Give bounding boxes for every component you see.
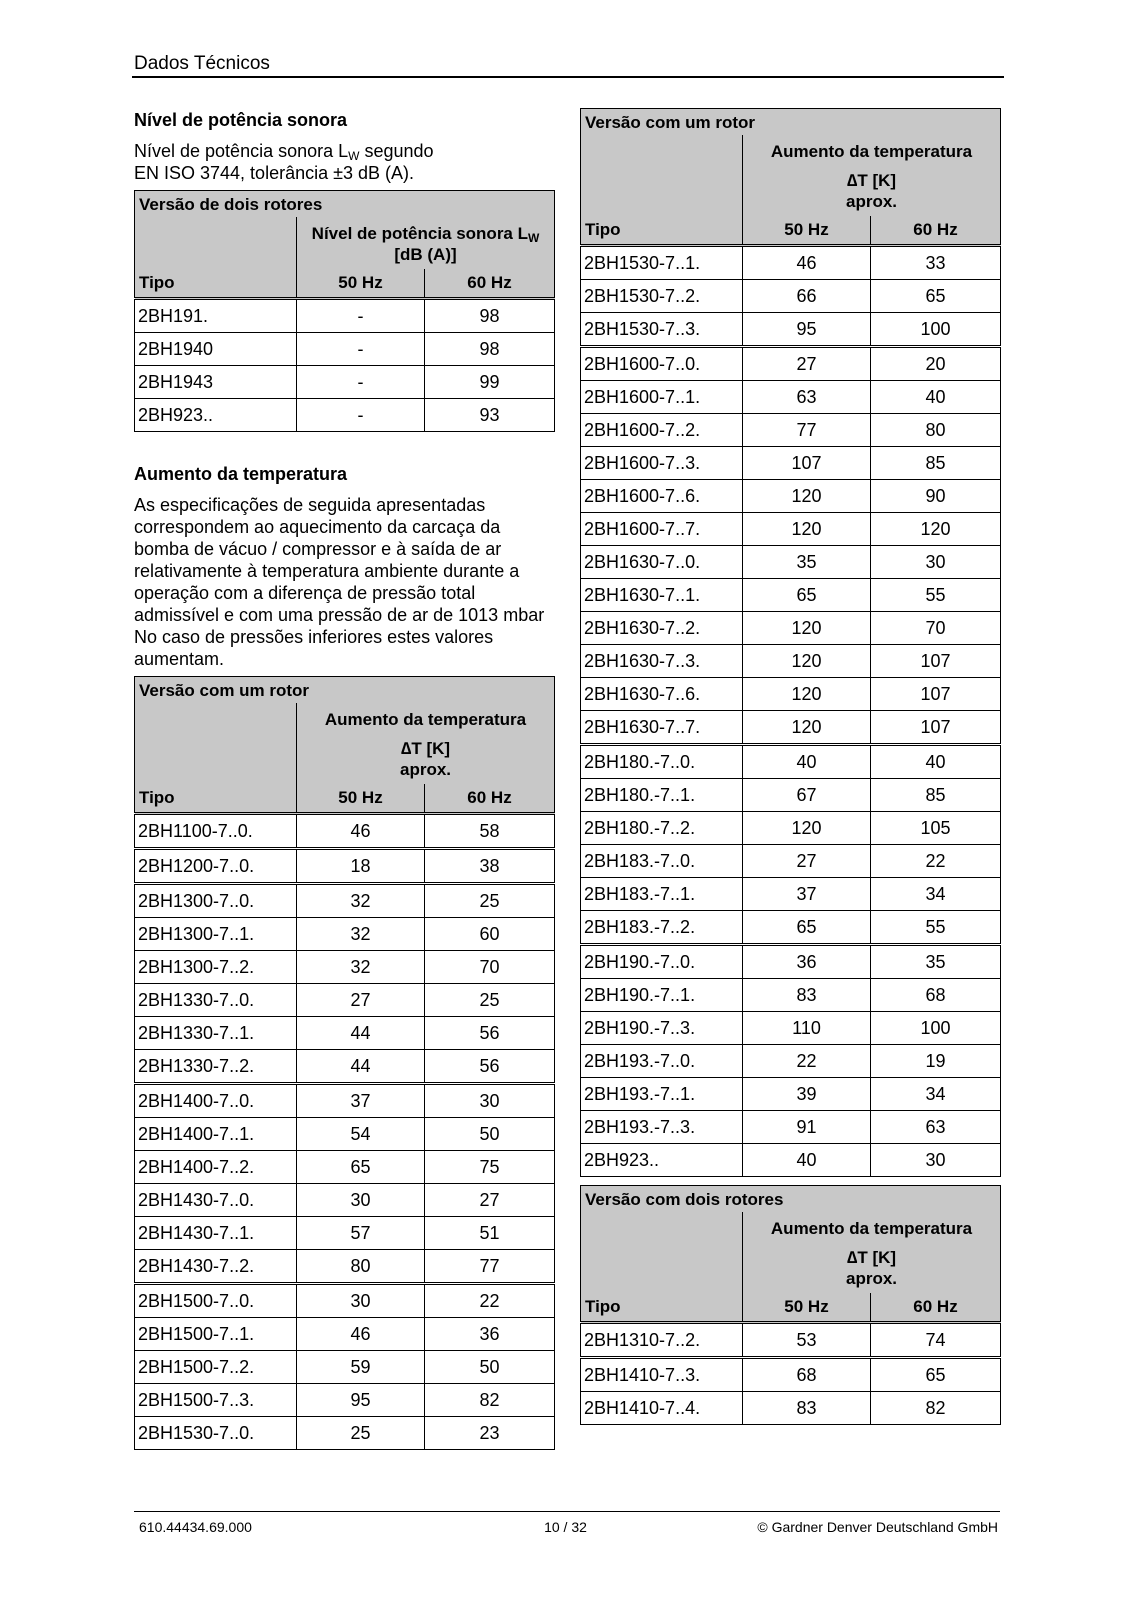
cell-60hz: 90 [871,480,1001,513]
one-rotor-left-group1: Aumento da temperatura [324,710,527,729]
cell-50hz: - [297,299,425,333]
one-rotor-right-col-50hz: 50 Hz [743,216,871,246]
cell-50hz: - [297,366,425,399]
cell-50hz: 67 [743,779,871,812]
cell-50hz: 46 [297,1318,425,1351]
cell-tipo: 2BH1600-7..7. [581,513,743,546]
cell-60hz: 50 [425,1118,555,1151]
two-rotors-col-tipo: Tipo [581,1293,743,1323]
table-row [581,1144,1001,1177]
cell-60hz: 30 [425,1084,555,1118]
sound-heading: Nível de potência sonora [134,110,348,130]
cell-tipo: 2BH1330-7..1. [135,1017,297,1050]
table-row [135,1217,555,1250]
cell-60hz: 56 [425,1050,555,1084]
cell-50hz: 32 [297,884,425,918]
table-row [135,951,555,984]
left-column [134,108,554,1450]
table-row [581,745,1001,779]
table-row [135,333,555,366]
temp-heading: Aumento da temperatura [134,464,348,484]
cell-50hz: 95 [743,313,871,347]
cell-tipo: 2BH1430-7..2. [135,1250,297,1284]
cell-tipo: 2BH1940 [135,333,297,366]
cell-50hz: 46 [743,246,871,280]
sound-intro [134,140,554,184]
cell-50hz: 120 [743,678,871,711]
table-row [135,918,555,951]
cell-60hz: 23 [425,1417,555,1450]
table-row [581,1323,1001,1358]
cell-60hz: 85 [871,779,1001,812]
cell-60hz: 93 [425,399,555,432]
cell-50hz: 95 [297,1384,425,1417]
table-row [581,381,1001,414]
cell-tipo: 2BH1630-7..6. [581,678,743,711]
cell-60hz: 120 [871,513,1001,546]
two-rotors-group3: aprox. [846,1269,898,1288]
cell-60hz: 105 [871,812,1001,845]
cell-60hz: 33 [871,246,1001,280]
cell-50hz: 36 [743,945,871,979]
one-rotor-left-group3: aprox. [399,760,452,779]
table-row [581,1078,1001,1111]
table-row [135,1417,555,1450]
cell-tipo: 2BH1530-7..2. [581,280,743,313]
cell-60hz: 40 [871,381,1001,414]
cell-60hz: 34 [871,878,1001,911]
cell-60hz: 74 [871,1323,1001,1358]
table-row [581,911,1001,945]
cell-50hz: 54 [297,1118,425,1151]
cell-50hz: 27 [743,845,871,878]
sound-intro-text-a: Nível de potência sonora L [134,141,349,161]
cell-50hz: 18 [297,849,425,884]
table-row [581,546,1001,579]
right-column [580,108,1000,1425]
two-rotors-body [581,1323,1001,1425]
sound-group-text-a: Nível de potência sonora L [311,224,528,243]
cell-60hz: 51 [425,1217,555,1250]
cell-tipo: 2BH180.-7..2. [581,812,743,845]
cell-tipo: 2BH1300-7..0. [135,884,297,918]
cell-tipo: 2BH180.-7..1. [581,779,743,812]
one-rotor-right-group3: aprox. [845,192,898,211]
table-row [581,414,1001,447]
cell-50hz: 25 [297,1417,425,1450]
cell-50hz: 120 [743,612,871,645]
one-rotor-table-right [580,108,1001,1177]
cell-50hz: - [297,399,425,432]
sound-table-caption: Versão de dois rotores [135,191,555,218]
cell-tipo: 2BH1600-7..6. [581,480,743,513]
cell-50hz: 83 [743,1392,871,1425]
one-rotor-right-group1: Aumento da temperatura [770,142,973,161]
cell-tipo: 2BH1410-7..4. [581,1392,743,1425]
table-row [581,1358,1001,1392]
cell-60hz: 40 [871,745,1001,779]
cell-60hz: 65 [871,1358,1001,1392]
cell-tipo: 2BH183.-7..0. [581,845,743,878]
one-rotor-right-group2: ∆T [K] [846,171,897,190]
page-header-title: Dados Técnicos [134,53,270,74]
cell-60hz: 107 [871,678,1001,711]
cell-50hz: 32 [297,951,425,984]
cell-tipo: 2BH1310-7..2. [581,1323,743,1358]
two-rotors-col-60hz: 60 Hz [871,1293,1001,1323]
two-rotors-caption: Versão com dois rotores [581,1186,1001,1213]
table-row [135,849,555,884]
cell-50hz: 120 [743,480,871,513]
cell-tipo: 2BH1400-7..2. [135,1151,297,1184]
cell-60hz: 70 [425,951,555,984]
cell-60hz: 36 [425,1318,555,1351]
cell-50hz: 120 [743,711,871,745]
cell-60hz: 100 [871,1012,1001,1045]
cell-50hz: 37 [297,1084,425,1118]
cell-50hz: 80 [297,1250,425,1284]
cell-50hz: 44 [297,1017,425,1050]
cell-50hz: 77 [743,414,871,447]
table-row [135,1017,555,1050]
cell-tipo: 2BH183.-7..1. [581,878,743,911]
two-rotors-col-50hz: 50 Hz [743,1293,871,1323]
cell-tipo: 2BH923.. [135,399,297,432]
one-rotor-left-col-60hz: 60 Hz [425,784,555,814]
footer-page-number: 10 / 32 [544,1519,587,1535]
cell-tipo: 2BH1500-7..1. [135,1318,297,1351]
table-row [581,979,1001,1012]
cell-50hz: 120 [743,812,871,845]
cell-tipo: 2BH1600-7..0. [581,347,743,381]
sound-table-group-header [297,217,555,269]
cell-tipo: 2BH1500-7..3. [135,1384,297,1417]
cell-tipo: 2BH1410-7..3. [581,1358,743,1392]
one-rotor-right-body [581,246,1001,1177]
sound-table-body [135,299,555,432]
cell-50hz: 35 [743,546,871,579]
cell-tipo: 2BH1530-7..3. [581,313,743,347]
cell-50hz: 44 [297,1050,425,1084]
one-rotor-left-body [135,814,555,1450]
cell-60hz: 82 [871,1392,1001,1425]
table-row [135,1250,555,1284]
cell-tipo: 2BH183.-7..2. [581,911,743,945]
table-row [581,513,1001,546]
table-row [135,1184,555,1217]
cell-50hz: 30 [297,1184,425,1217]
cell-60hz: 55 [871,579,1001,612]
cell-50hz: 57 [297,1217,425,1250]
two-rotors-group1: Aumento da temperatura [770,1219,973,1238]
cell-50hz: 65 [297,1151,425,1184]
cell-tipo: 2BH1530-7..0. [135,1417,297,1450]
cell-60hz: 98 [425,333,555,366]
cell-tipo: 2BH1100-7..0. [135,814,297,849]
sound-group-sub: W [528,231,540,245]
sound-intro-text-b: segundo [359,141,434,161]
table-row [581,1111,1001,1144]
sound-intro-sub: W [348,149,360,163]
cell-60hz: 80 [871,414,1001,447]
table-row [135,884,555,918]
table-row [581,678,1001,711]
cell-60hz: 60 [425,918,555,951]
cell-60hz: 20 [871,347,1001,381]
cell-tipo: 2BH1600-7..1. [581,381,743,414]
table-row [135,814,555,849]
cell-tipo: 2BH1500-7..0. [135,1284,297,1318]
cell-50hz: 66 [743,280,871,313]
sound-group-text-b: [dB (A)] [394,245,457,264]
table-row [135,1284,555,1318]
cell-50hz: 27 [743,347,871,381]
cell-tipo: 2BH191. [135,299,297,333]
cell-60hz: 34 [871,1078,1001,1111]
cell-60hz: 27 [425,1184,555,1217]
cell-tipo: 2BH1630-7..1. [581,579,743,612]
cell-50hz: 27 [297,984,425,1017]
cell-tipo: 2BH1943 [135,366,297,399]
one-rotor-left-group-header [297,703,555,784]
sound-intro-line2: EN ISO 3744, tolerância ±3 dB (A). [134,163,415,183]
cell-50hz: 59 [297,1351,425,1384]
two-rotors-group2: ∆T [K] [846,1248,897,1267]
cell-60hz: 19 [871,1045,1001,1078]
one-rotor-left-group2: ∆T [K] [400,739,451,758]
footer-rule [134,1511,1000,1512]
one-rotor-right-group-header [743,135,1001,216]
cell-60hz: 25 [425,884,555,918]
cell-tipo: 2BH1330-7..2. [135,1050,297,1084]
cell-50hz: 120 [743,645,871,678]
table-row [581,711,1001,745]
cell-50hz: 40 [743,745,871,779]
sound-table-header-blank [135,217,297,269]
cell-50hz: 39 [743,1078,871,1111]
cell-50hz: 83 [743,979,871,1012]
cell-tipo: 2BH1600-7..2. [581,414,743,447]
cell-tipo: 2BH1430-7..0. [135,1184,297,1217]
cell-tipo: 2BH1630-7..2. [581,612,743,645]
table-row [581,845,1001,878]
cell-50hz: 63 [743,381,871,414]
one-rotor-left-caption: Versão com um rotor [135,677,555,704]
cell-tipo: 2BH193.-7..3. [581,1111,743,1144]
table-row [135,1351,555,1384]
table-row [581,812,1001,845]
cell-50hz: 68 [743,1358,871,1392]
cell-60hz: 58 [425,814,555,849]
cell-60hz: 25 [425,984,555,1017]
cell-tipo: 2BH190.-7..0. [581,945,743,979]
table-row [581,347,1001,381]
cell-50hz: 91 [743,1111,871,1144]
cell-tipo: 2BH1630-7..0. [581,546,743,579]
cell-50hz: 107 [743,447,871,480]
cell-60hz: 65 [871,280,1001,313]
table-row [581,1392,1001,1425]
table-row [581,246,1001,280]
table-row [581,480,1001,513]
table-row [581,447,1001,480]
cell-tipo: 2BH1300-7..1. [135,918,297,951]
cell-60hz: 77 [425,1250,555,1284]
table-row [135,366,555,399]
cell-tipo: 2BH180.-7..0. [581,745,743,779]
table-row [581,1012,1001,1045]
two-rotors-table [580,1185,1001,1425]
table-row [581,579,1001,612]
cell-tipo: 2BH1500-7..2. [135,1351,297,1384]
table-row [135,399,555,432]
cell-60hz: 68 [871,979,1001,1012]
cell-tipo: 2BH1300-7..2. [135,951,297,984]
cell-60hz: 99 [425,366,555,399]
two-rotors-group-header [743,1212,1001,1293]
table-row [135,1384,555,1417]
table-row [581,612,1001,645]
cell-60hz: 70 [871,612,1001,645]
one-rotor-table-left [134,676,555,1450]
cell-50hz: 30 [297,1284,425,1318]
cell-tipo: 2BH1630-7..7. [581,711,743,745]
cell-tipo: 2BH190.-7..1. [581,979,743,1012]
cell-60hz: 22 [871,845,1001,878]
sound-col-tipo: Tipo [135,269,297,299]
temp-paragraph: As especificações de seguida apresentadas correspondem ao aquecimento da carcaça da bomba de vácuo / compressor e à saída de ar relativamente à temperatura ambiente durante a operação com a diferença de pressão total admissível e com uma pressão de ar de 1013 mbar No caso de pressões inferiores estes valores aumentam. [134,495,545,669]
cell-tipo: 2BH193.-7..0. [581,1045,743,1078]
cell-tipo: 2BH1400-7..0. [135,1084,297,1118]
one-rotor-left-col-50hz: 50 Hz [297,784,425,814]
table-row [581,1045,1001,1078]
cell-50hz: 37 [743,878,871,911]
table-row [135,1084,555,1118]
cell-60hz: 85 [871,447,1001,480]
one-rotor-left-col-tipo: Tipo [135,784,297,814]
sound-col-50hz: 50 Hz [297,269,425,299]
cell-50hz: 40 [743,1144,871,1177]
cell-60hz: 30 [871,1144,1001,1177]
footer-copyright: © Gardner Denver Deutschland GmbH [757,1519,998,1535]
table-row [581,313,1001,347]
table-row [581,878,1001,911]
cell-tipo: 2BH1530-7..1. [581,246,743,280]
cell-tipo: 2BH1330-7..0. [135,984,297,1017]
one-rotor-right-caption: Versão com um rotor [581,109,1001,136]
cell-60hz: 75 [425,1151,555,1184]
sound-table [134,190,555,432]
table-row [581,779,1001,812]
table-row [135,299,555,333]
table-row [135,1318,555,1351]
cell-tipo: 2BH923.. [581,1144,743,1177]
cell-tipo: 2BH1200-7..0. [135,849,297,884]
cell-tipo: 2BH1630-7..3. [581,645,743,678]
cell-60hz: 82 [425,1384,555,1417]
cell-60hz: 63 [871,1111,1001,1144]
cell-60hz: 50 [425,1351,555,1384]
cell-50hz: 65 [743,911,871,945]
table-row [581,280,1001,313]
cell-tipo: 2BH1430-7..1. [135,1217,297,1250]
cell-60hz: 55 [871,911,1001,945]
cell-60hz: 30 [871,546,1001,579]
cell-50hz: 32 [297,918,425,951]
cell-50hz: - [297,333,425,366]
table-row [135,1050,555,1084]
cell-50hz: 110 [743,1012,871,1045]
cell-50hz: 46 [297,814,425,849]
cell-60hz: 22 [425,1284,555,1318]
cell-60hz: 107 [871,645,1001,678]
cell-tipo: 2BH190.-7..3. [581,1012,743,1045]
table-row [135,1118,555,1151]
table-row [135,1151,555,1184]
cell-tipo: 2BH193.-7..1. [581,1078,743,1111]
cell-tipo: 2BH1600-7..3. [581,447,743,480]
sound-col-60hz: 60 Hz [425,269,555,299]
cell-60hz: 98 [425,299,555,333]
cell-50hz: 120 [743,513,871,546]
one-rotor-right-col-60hz: 60 Hz [871,216,1001,246]
cell-60hz: 107 [871,711,1001,745]
one-rotor-right-col-tipo: Tipo [581,216,743,246]
cell-tipo: 2BH1400-7..1. [135,1118,297,1151]
cell-60hz: 100 [871,313,1001,347]
cell-60hz: 35 [871,945,1001,979]
cell-50hz: 65 [743,579,871,612]
cell-50hz: 22 [743,1045,871,1078]
table-row [581,645,1001,678]
cell-50hz: 53 [743,1323,871,1358]
cell-60hz: 56 [425,1017,555,1050]
header-rule [132,76,1004,78]
cell-60hz: 38 [425,849,555,884]
table-row [135,984,555,1017]
table-row [581,945,1001,979]
footer-doc-number: 610.44434.69.000 [139,1519,252,1535]
